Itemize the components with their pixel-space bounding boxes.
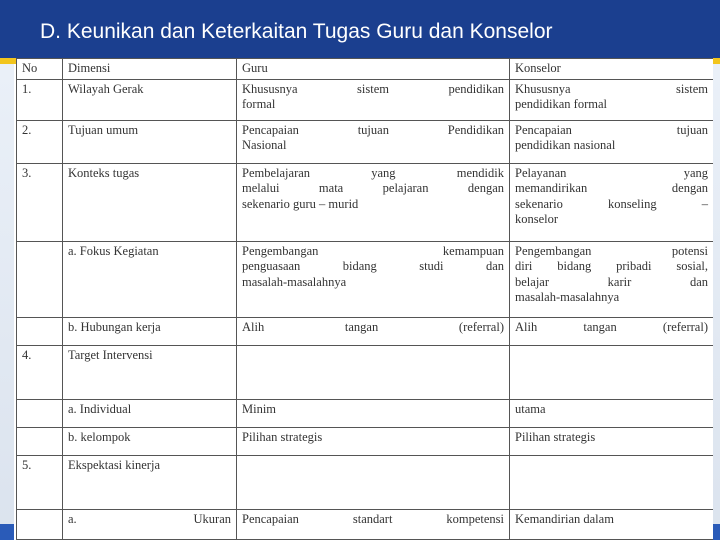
table-row xyxy=(17,455,714,509)
cell-konselor xyxy=(510,509,714,539)
table-row xyxy=(17,79,714,120)
cell-no: 2. xyxy=(17,120,63,163)
cell-text-line: masalah-masalahnya xyxy=(515,290,620,304)
cell-dimensi: Ekspektasi kinerja xyxy=(63,455,237,509)
table-row xyxy=(17,345,714,399)
cell-dimensi: b. kelompok xyxy=(63,427,237,455)
cell-dimensi: a. Individual xyxy=(63,399,237,427)
header-dimensi: Dimensi xyxy=(63,59,237,80)
cell-guru xyxy=(237,79,510,120)
cell-dimensi: Target Intervensi xyxy=(63,345,237,399)
table-row xyxy=(17,399,714,427)
cell-no xyxy=(17,427,63,455)
cell-text-line: Pilihan strategis xyxy=(515,429,596,444)
cell-text-line: Khususnya sistem xyxy=(515,81,708,96)
cell-dimensi: Konteks tugas xyxy=(63,163,237,241)
cell-text-line: Pilihan strategis xyxy=(242,429,323,444)
cell-konselor xyxy=(510,399,714,427)
cell-text-line: pendidikan formal xyxy=(515,97,607,111)
cell-no xyxy=(17,399,63,427)
comparison-table xyxy=(16,58,713,540)
cell-text-line: sekenario konseling – xyxy=(515,196,708,211)
table-row xyxy=(17,241,714,317)
cell-text-line: Nasional xyxy=(242,138,287,152)
cell-text-line: melalui mata pelajaran dengan xyxy=(242,181,504,195)
cell-text-line: konselor xyxy=(515,212,559,226)
table-header-row xyxy=(17,59,714,80)
cell-guru xyxy=(237,455,510,509)
cell-no: 4. xyxy=(17,345,63,399)
table-row xyxy=(17,317,714,345)
cell-konselor xyxy=(510,345,714,399)
comparison-table-image xyxy=(16,58,713,540)
cell-no xyxy=(17,509,63,539)
cell-text-line: sekenario guru – murid xyxy=(242,196,359,211)
cell-text-line: utama xyxy=(515,401,546,416)
cell-text-line: Kemandirian dalam xyxy=(515,511,614,526)
header-no: No xyxy=(17,59,63,80)
cell-konselor xyxy=(510,79,714,120)
cell-dimensi: Tujuan umum xyxy=(63,120,237,163)
cell-konselor xyxy=(510,427,714,455)
cell-konselor xyxy=(510,455,714,509)
cell-text-line: Pengembangan potensi xyxy=(515,243,708,258)
cell-text-line: belajar karir dan xyxy=(515,274,708,289)
cell-no xyxy=(17,241,63,317)
cell-konselor xyxy=(510,120,714,163)
cell-text-line: Pelayanan yang xyxy=(515,165,708,180)
cell-no: 1. xyxy=(17,79,63,120)
cell-guru xyxy=(237,345,510,399)
bottom-right-accent xyxy=(713,524,720,540)
cell-text-line: Alih tangan (referral) xyxy=(242,319,504,334)
header-konselor: Konselor xyxy=(510,59,714,80)
cell-text-line: Khususnya sistem pendidikan xyxy=(242,81,504,96)
cell-guru xyxy=(237,399,510,427)
cell-konselor xyxy=(510,317,714,345)
table-row xyxy=(17,427,714,455)
cell-no xyxy=(17,317,63,345)
slide-title: D. Keunikan dan Keterkaitan Tugas Guru dan Konselor xyxy=(40,20,553,43)
cell-text-line: pendidikan nasional xyxy=(515,138,616,152)
table-row xyxy=(17,120,714,163)
title-bar xyxy=(0,0,720,58)
cell-konselor xyxy=(510,241,714,317)
cell-text-line: Pengembangan kemampuan xyxy=(242,243,504,258)
cell-no: 3. xyxy=(17,163,63,241)
cell-text-line: memandirikan dengan xyxy=(515,181,708,195)
cell-text-line: Pencapaian tujuan Pendidikan xyxy=(242,122,504,137)
cell-text-line: formal xyxy=(242,97,276,111)
cell-text-line: Pembelajaran yang mendidik xyxy=(242,165,504,180)
cell-dimensi: b. Hubungan kerja xyxy=(63,317,237,345)
cell-dimensi: a. Ukuran xyxy=(63,509,237,539)
cell-text-line: Minim xyxy=(242,401,277,416)
cell-text-line: Pencapaian tujuan xyxy=(515,122,708,137)
header-guru: Guru xyxy=(237,59,510,80)
right-edge xyxy=(713,64,720,540)
table-row xyxy=(17,163,714,241)
cell-text-line: Alih tangan (referral) xyxy=(515,319,708,334)
cell-dimensi: a. Fokus Kegiatan xyxy=(63,241,237,317)
cell-text-line: diri bidang pribadi sosial, xyxy=(515,259,708,273)
cell-text-line: masalah-masalahnya xyxy=(242,274,347,289)
cell-guru xyxy=(237,120,510,163)
cell-dimensi: Wilayah Gerak xyxy=(63,79,237,120)
table-row xyxy=(17,509,714,539)
cell-guru xyxy=(237,163,510,241)
cell-guru xyxy=(237,427,510,455)
cell-guru xyxy=(237,509,510,539)
cell-text-line: penguasaan bidang studi dan xyxy=(242,259,504,273)
cell-konselor xyxy=(510,163,714,241)
cell-guru xyxy=(237,241,510,317)
cell-no: 5. xyxy=(17,455,63,509)
bottom-left-accent xyxy=(0,524,14,540)
cell-text-line: Pencapaian standart kompetensi xyxy=(242,511,504,526)
left-edge xyxy=(0,64,14,540)
cell-guru xyxy=(237,317,510,345)
